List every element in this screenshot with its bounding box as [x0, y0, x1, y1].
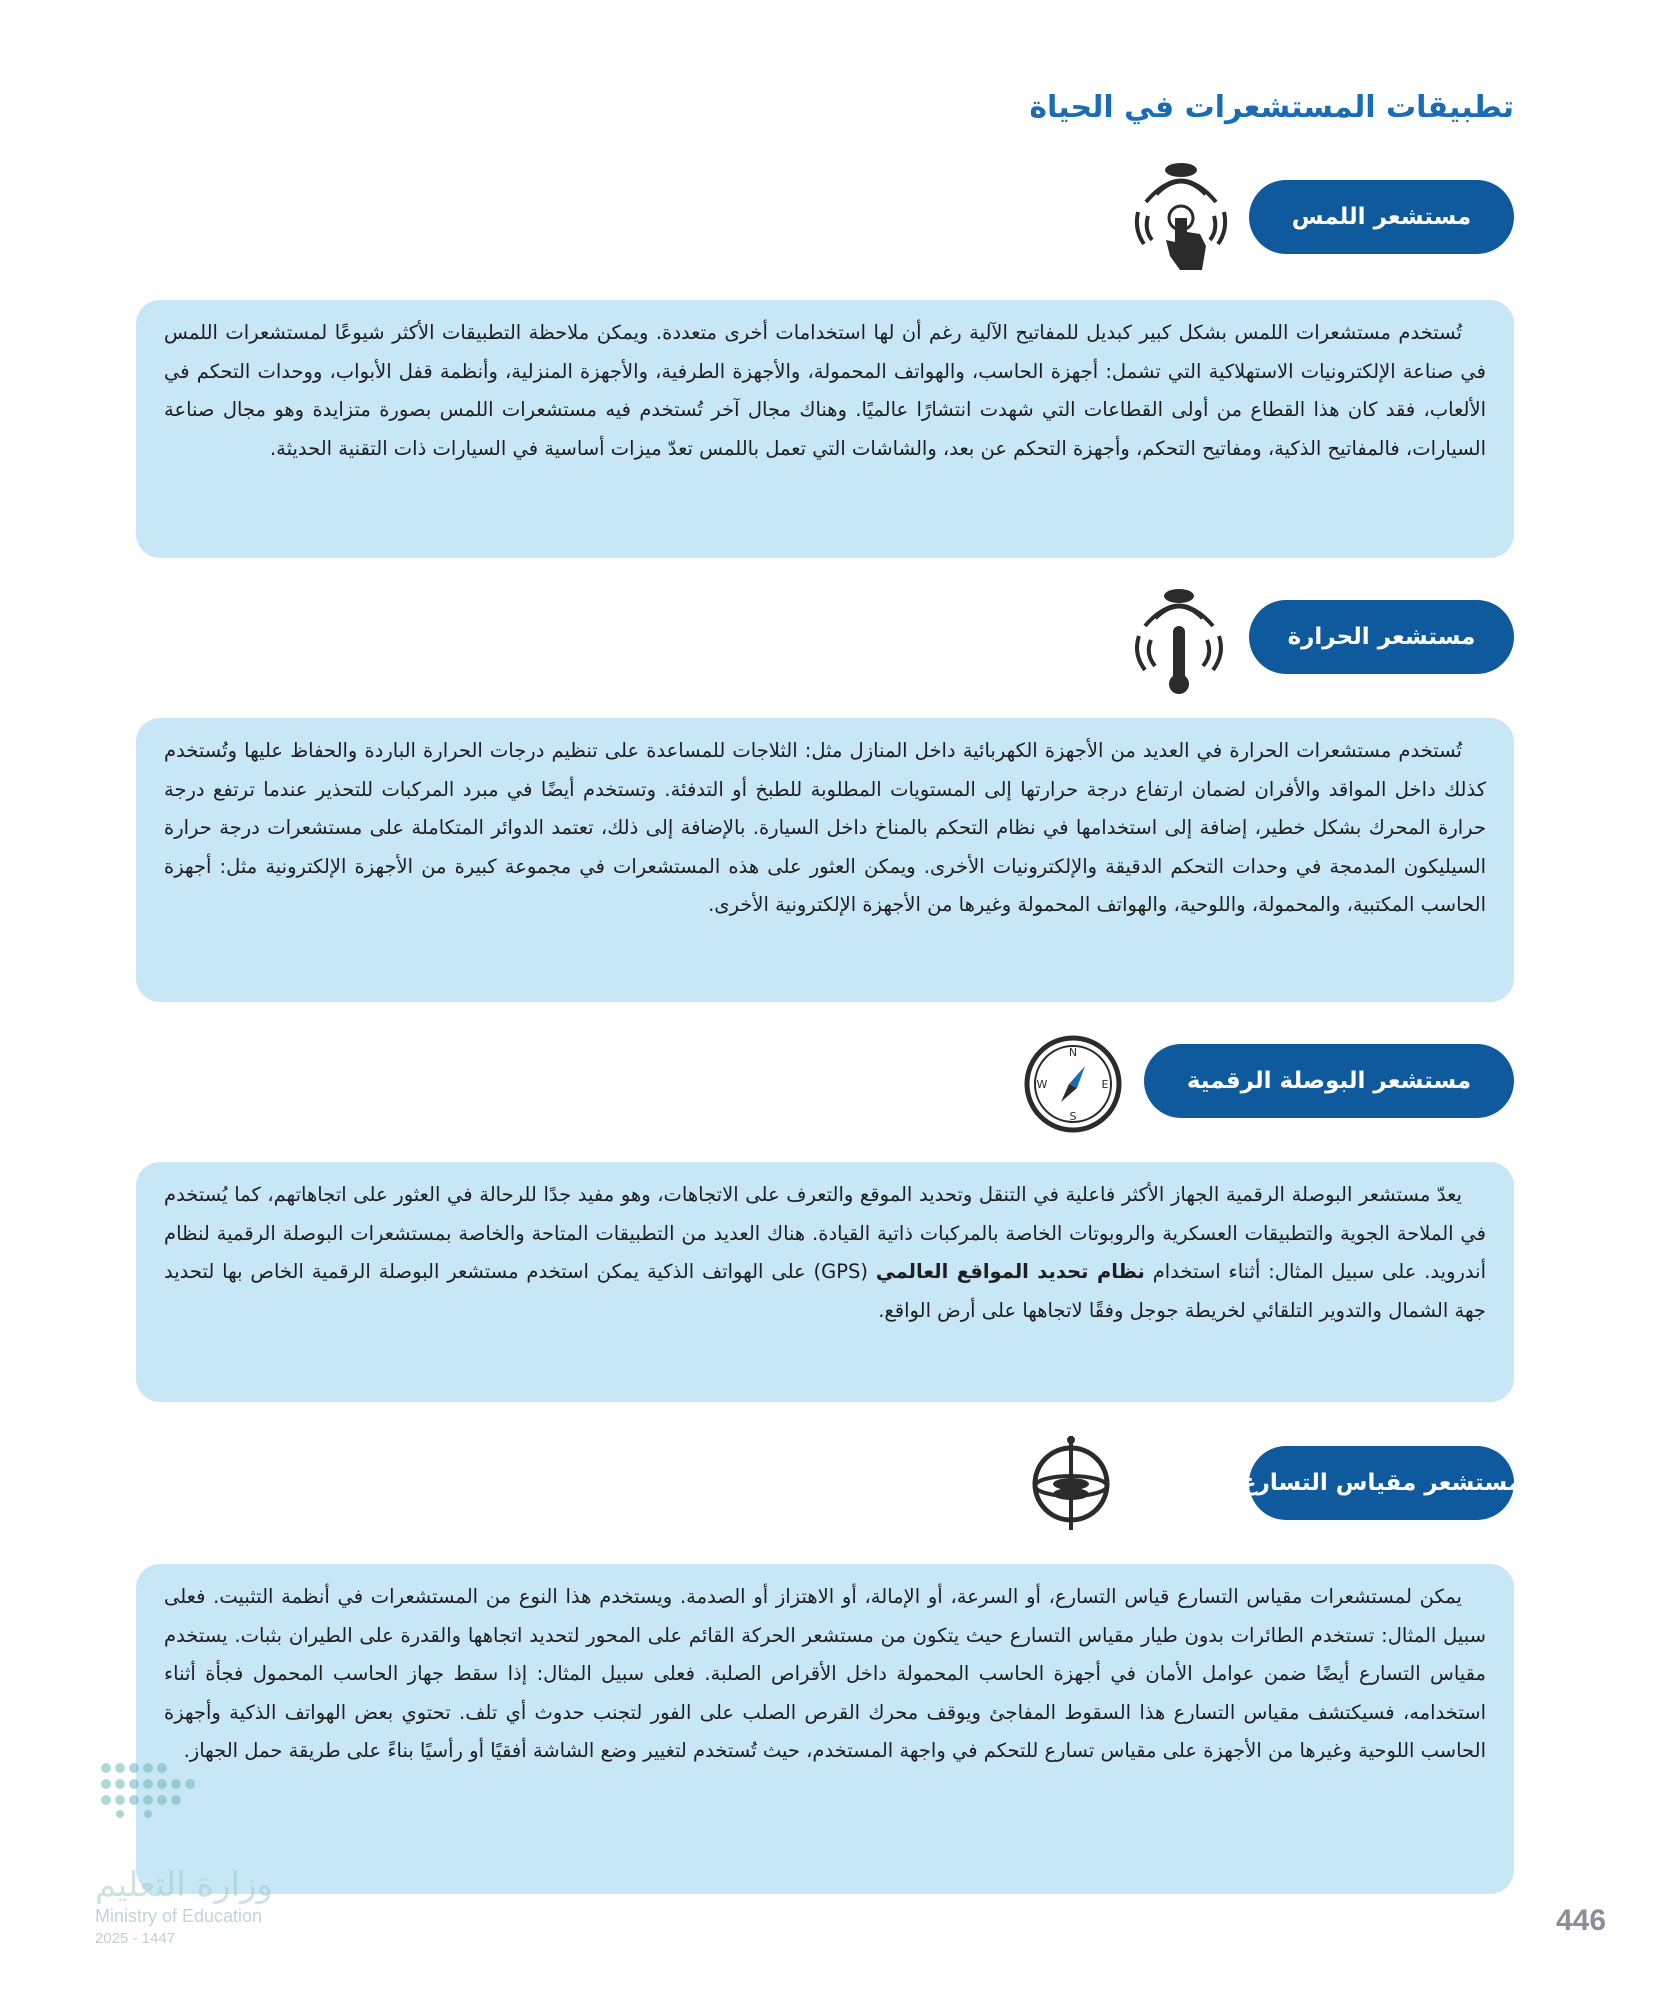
touch-sensor-icon [1126, 160, 1236, 272]
compass-paragraph-part1: يعدّ مستشعر البوصلة الرقمية الجهاز الأكثر فاعلية في التنقل وتحديد الموقع والتعرف على الاتجاهات، وهو مفيد جدًا للرحالة في العثور على اتجاهاتهم، كما يُستخدم في الملاحة الجوية والتطبيقات العسكرية والروبوتات الخاصة بالمركبات ذاتية القيادة. هناك العديد من التطبيقات المتاحة والخاصة بمستشعرات البوصلة الرقمية لنظام أندرويد. على سبيل المثال: أثناء استخدام [164, 1183, 1486, 1283]
gps-term: نظام تحديد المواقع العالمي [875, 1260, 1145, 1283]
compass-paragraph-part2: (GPS) على الهواتف الذكية يمكن استخدم مستشعر البوصلة الرقمية الخاص بها لتحديد جهة الشمال والتدوير التلقائي لخريطة جوجل وفقًا لاتجاهها على أرض الواقع. [164, 1260, 1486, 1322]
page-title: تطبيقات المستشعرات في الحياة [1029, 90, 1514, 125]
watermark-english: Ministry of Education [95, 1906, 263, 1926]
compass-icon [1023, 1034, 1123, 1134]
compass-letter-s: S [1069, 1110, 1077, 1123]
watermark-arabic: وزارة التعليم [95, 1865, 273, 1905]
ministry-logo-dots [98, 1760, 208, 1824]
section-paragraph-compass [136, 1162, 1514, 1402]
section-paragraph-temperature [136, 718, 1514, 1002]
compass-letter-e: E [1101, 1078, 1109, 1091]
section-heading-accelerometer: مستشعر مقياس التسارع [1249, 1446, 1514, 1520]
section-heading-temperature: مستشعر الحرارة [1249, 600, 1514, 674]
compass-letter-n: N [1068, 1046, 1078, 1059]
temperature-paragraph-text: تُستخدم مستشعرات الحرارة في العديد من الأجهزة الكهربائية داخل المنازل مثل: الثلاجات للمساعدة على تنظيم درجات الحرارة الباردة والحفاظ عليها وتُستخدم كذلك داخل المواقد والأفران لضمان ارتفاع درجة حرارتها إلى المستويات المطلوبة للطبخ أو التدفئة. وتستخدم أيضًا في مبرد المركبات للتحذير عندما ترتفع درجة حرارة المحرك بشكل خطير، إضافة إلى استخدامها في نظام التحكم بالمناخ داخل السيارة. بالإضافة إلى ذلك، تعتمد الدوائر المتكاملة على مستشعرات درجة حرارة السيليكون المدمجة في وحدات التحكم الدقيقة والإلكترونيات الأخرى. ويمكن العثور على هذه المستشعرات في مجموعة كبيرة من الأجهزة الإلكترونية مثل: أجهزة الحاسب المكتبية، والمحمولة، واللوحية، والهواتف المحمولة وغيرها من الأجهزة الإلكترونية الأخرى. [164, 739, 1486, 916]
compass-paragraph-text [164, 1176, 1486, 1330]
section-heading-touch: مستشعر اللمس [1249, 180, 1514, 254]
compass-letter-w: W [1036, 1078, 1048, 1091]
section-paragraph-accelerometer [136, 1564, 1514, 1894]
accelerometer-paragraph-text: يمكن لمستشعرات مقياس التسارع قياس التسارع، أو السرعة، أو الإمالة، أو الاهتزاز أو الصدمة. ويستخدم هذا النوع من المستشعرات في أنظمة التثبيت. فعلى سبيل المثال: تستخدم الطائرات بدون طيار مقياس التسارع حيث يتكون من مستشعر الحركة القائم على المحور لتحديد اتجاهها والقدرة على الطيران بثبات. يستخدم مقياس التسارع أيضًا ضمن عوامل الأمان في أجهزة الحاسب المحمولة داخل الأقراص الصلبة. فعلى سبيل المثال: إذا سقط جهاز الحاسب المحمول فجأة أثناء استخدامه، فسيكتشف مقياس التسارع هذا السقوط المفاجئ ويوقف محرك القرص الصلب على الفور لتجنب حدوث أي تلف. تحتوي بعض الهواتف الذكية وأجهزة الحاسب اللوحية وغيرها من الأجهزة على مقياس تسارع للتحكم في واجهة المستخدم، حيث تُستخدم لتغيير وضع الشاشة أفقيًا أو رأسيًا بناءً على طريقة حمل الجهاز. [164, 1585, 1486, 1762]
touch-paragraph-text: تُستخدم مستشعرات اللمس بشكل كبير كبديل للمفاتيح الآلية رغم أن لها استخدامات أخرى متعددة. ويمكن ملاحظة التطبيقات الأكثر شيوعًا لمستشعرات اللمس في صناعة الإلكترونيات الاستهلاكية التي تشمل: أجهزة الحاسب، والهواتف المحمولة، والأجهزة الطرفية، والأجهزة المنزلية، وأنظمة قفل الأبواب، ووحدات التحكم في الألعاب، فقد كان هذا القطاع من أولى القطاعات التي شهدت انتشارًا عالميًا. وهناك مجال آخر تُستخدم فيه مستشعرات اللمس بصورة متزايدة وهو مجال صناعة السيارات، فالمفاتيح الذكية، ومفاتيح التحكم، وأجهزة التحكم عن بعد، والشاشات التي تعمل باللمس تعدّ ميزات أساسية في السيارات ذات التقنية الحديثة. [164, 321, 1486, 460]
section-paragraph-touch [136, 300, 1514, 558]
watermark-year: 2025 - 1447 [95, 1930, 176, 1947]
page-number: 446 [1556, 1904, 1607, 1937]
temperature-sensor-icon [1129, 586, 1229, 696]
section-heading-compass: مستشعر البوصلة الرقمية [1144, 1044, 1514, 1118]
gyroscope-icon [1026, 1434, 1116, 1532]
